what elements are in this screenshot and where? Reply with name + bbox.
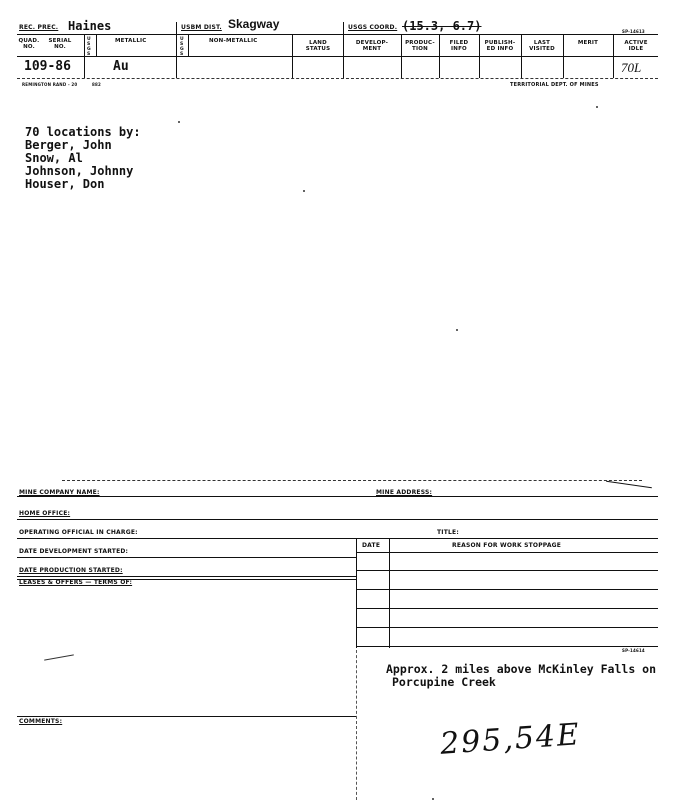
locations-line: Berger, John <box>25 138 112 152</box>
comments-label: COMMENTS: <box>19 718 63 725</box>
title-label: TITLE: <box>437 529 459 536</box>
col-land-status: LAND STATUS <box>305 40 331 52</box>
comments-top-rule <box>17 716 356 717</box>
footer-strip-left: REMINGTON RAND - 20 <box>22 82 78 87</box>
header-divider-1 <box>176 22 177 78</box>
record-quad-serial: 109-86 <box>24 59 71 74</box>
col-active-idle: ACTIVE IDLE <box>624 40 648 52</box>
locations-list <box>25 126 141 191</box>
stoppage-row-rule <box>356 627 658 628</box>
leases-label: LEASES & OFFERS — TERMS OF: <box>19 579 133 586</box>
col-non-metallic: NON-METALLIC <box>209 38 258 44</box>
stoppage-row-rule <box>356 589 658 590</box>
locations-line: 70 locations by: <box>25 125 141 139</box>
column-heading-rule <box>17 56 658 57</box>
date-prod-started-label: DATE PRODUCTION STARTED: <box>19 567 123 574</box>
col-filed-info: FILED INFO <box>449 40 469 52</box>
col-serial-no: SERIAL NO. <box>48 38 72 50</box>
stoppage-row-rule <box>356 646 658 647</box>
usbm-dist-label: USBM DIST. <box>181 24 222 31</box>
rec-prec-label: REC. PREC. <box>19 24 59 31</box>
date-dev-started-label: DATE DEVELOPMENT STARTED: <box>19 548 129 555</box>
location-note-line-2: Porcupine Creek <box>392 675 496 689</box>
stoppage-left-rule <box>356 538 357 648</box>
stoppage-heading-rule <box>356 552 658 553</box>
stoppage-date-rule <box>389 538 390 648</box>
home-office-rule <box>17 519 658 520</box>
mine-address-label: MINE ADDRESS: <box>376 489 433 496</box>
col-divider-metallic <box>96 35 97 56</box>
col-development: DEVELOP- MENT <box>355 40 389 52</box>
locations-line: Johnson, Johnny <box>25 164 134 178</box>
official-rule <box>17 538 658 539</box>
prod-started-rule <box>17 576 356 577</box>
col-usgs-a: U S G S <box>87 37 91 57</box>
stoppage-row-rule <box>356 608 658 609</box>
usbm-dist-value: Skagway <box>228 17 280 31</box>
corner-stroke <box>606 481 652 488</box>
rec-prec-value: Haines <box>68 19 112 33</box>
header-divider-2 <box>343 22 344 78</box>
location-note-line-1: Approx. 2 miles above McKinley Falls on <box>386 662 657 676</box>
operating-official-label: OPERATING OFFICIAL IN CHARGE: <box>19 529 138 536</box>
form-code: SP-14613 <box>622 29 645 34</box>
speck <box>596 106 598 108</box>
record-bottom-rule <box>17 78 658 79</box>
handwritten-number: 295,54E <box>438 717 582 762</box>
col-published-info: PUBLISH- ED INFO <box>484 40 516 52</box>
col-usgs-b: U S G S <box>180 37 184 57</box>
locations-line: Snow, Al <box>25 151 83 165</box>
stoppage-row-rule <box>356 570 658 571</box>
col-metallic: METALLIC <box>115 38 147 44</box>
col-production: PRODUC- TION <box>405 40 435 52</box>
leases-rule <box>17 579 356 580</box>
record-active-idle: 70L <box>621 60 642 75</box>
form-code-2: SP-14614 <box>622 648 645 653</box>
bottom-dashed-rule <box>356 650 357 800</box>
usgs-coord-value: (15.3, 6.7) <box>402 19 482 33</box>
stoppage-reason-heading: REASON FOR WORK STOPPAGE <box>452 542 562 549</box>
header-rule <box>17 34 658 35</box>
mine-company-name-label: MINE COMPANY NAME: <box>19 489 100 496</box>
locations-line: Houser, Don <box>25 177 105 191</box>
record-metallic: Au <box>113 59 129 74</box>
col-merit: MERIT <box>577 40 599 46</box>
speck <box>303 190 305 192</box>
lower-top-dashed-rule <box>62 480 642 481</box>
pen-stroke <box>44 654 74 660</box>
usgs-coord-label: USGS COORD. <box>348 24 398 31</box>
speck <box>432 798 434 800</box>
speck <box>178 121 180 123</box>
stoppage-date-heading: DATE <box>362 542 381 549</box>
col-last-visited: LAST VISITED <box>529 40 555 52</box>
home-office-label: HOME OFFICE: <box>19 510 71 517</box>
col-quad-no: QUAD. NO. <box>18 38 40 50</box>
speck <box>456 329 458 331</box>
dev-started-rule <box>17 557 356 558</box>
footer-strip-code: 882 <box>92 82 101 87</box>
col-divider-non-metallic <box>188 35 189 56</box>
lower-top-rule <box>17 496 658 497</box>
footer-strip-right: TERRITORIAL DEPT. OF MINES <box>510 82 599 88</box>
